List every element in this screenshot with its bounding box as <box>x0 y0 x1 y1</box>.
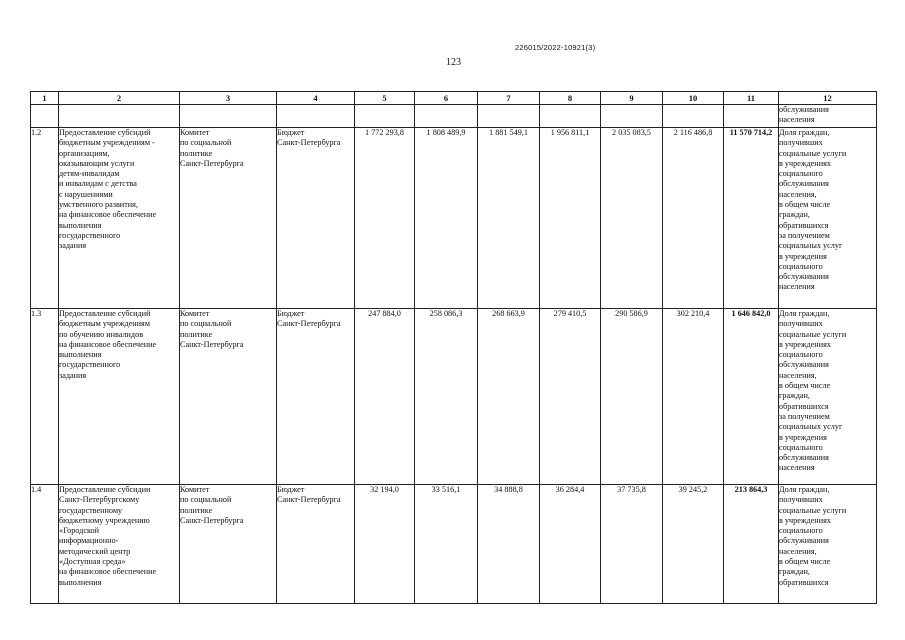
column-header: 8 <box>540 92 601 105</box>
row-source: Бюджет Санкт-Петербурга <box>277 128 341 148</box>
row-source: Бюджет Санкт-Петербурга <box>277 485 341 505</box>
column-header: 7 <box>478 92 540 105</box>
continuation-text: обслуживания населения <box>779 105 829 125</box>
column-header: 11 <box>724 92 779 105</box>
column-header: 9 <box>601 92 663 105</box>
row-committee: Комитет по социальной политике Санкт-Петербурга <box>180 128 244 168</box>
row-value: 247 884,0 <box>355 309 415 485</box>
row-total: 11 570 714,2 <box>724 128 779 309</box>
row-description: Предоставление субсидий бюджетным учреждениям по обучению инвалидов на финансовое обеспечение выполнения государственного задания <box>59 309 157 380</box>
row-value: 1 772 293,8 <box>355 128 415 309</box>
column-header: 3 <box>180 92 277 105</box>
row-total: 213 864,3 <box>724 485 779 604</box>
row-value: 39 245,2 <box>663 485 724 604</box>
row-value: 1 956 811,1 <box>540 128 601 309</box>
row-committee: Комитет по социальной политике Санкт-Петербурга <box>180 309 244 349</box>
row-indicator: Доля граждан, получивших социальные услуги в учреждениях социального обслуживания населения, в общем числе граждан, обратившихся <box>779 485 847 587</box>
row-value: 279 410,5 <box>540 309 601 485</box>
column-header: 6 <box>415 92 478 105</box>
document-stamp: 226015/2022-10921(3) <box>515 43 596 52</box>
program-table <box>30 91 877 604</box>
row-number: 1.3 <box>31 309 59 485</box>
table-row <box>31 128 877 309</box>
row-number: 1.4 <box>31 485 59 604</box>
row-value: 1 808 489,9 <box>415 128 478 309</box>
row-value: 290 586,9 <box>601 309 663 485</box>
column-header: 12 <box>779 92 877 105</box>
row-indicator: Доля граждан, получивших социальные услуги в учреждениях социального обслуживания населения, в общем числе граждан, обратившихся за получением социальных услуг в учреждения социального обслуживания населения <box>779 309 847 473</box>
header-row <box>31 92 877 105</box>
row-committee: Комитет по социальной политике Санкт-Петербурга <box>180 485 244 525</box>
column-header: 5 <box>355 92 415 105</box>
row-value: 302 210,4 <box>663 309 724 485</box>
column-header: 2 <box>59 92 180 105</box>
row-source: Бюджет Санкт-Петербурга <box>277 309 341 329</box>
row-indicator: Доля граждан, получивших социальные услуги в учреждениях социального обслуживания населения, в общем числе граждан, обратившихся за получением социальных услуг в учреждения социального обслуживания населения <box>779 128 847 292</box>
page-number: 123 <box>446 57 461 68</box>
row-value: 2 116 486,8 <box>663 128 724 309</box>
table-row <box>31 485 877 604</box>
row-value: 2 035 083,5 <box>601 128 663 309</box>
row-value: 268 663,9 <box>478 309 540 485</box>
row-value: 1 881 549,1 <box>478 128 540 309</box>
row-value: 37 735,8 <box>601 485 663 604</box>
row-total: 1 646 842,0 <box>724 309 779 485</box>
column-header: 10 <box>663 92 724 105</box>
row-description: Предоставление субсидии Санкт-Петербургскому государственному бюджетному учреждению «Городской информационно- методический центр «Доступная среда» на финансовое обеспечение выполнения <box>59 485 157 587</box>
column-header: 4 <box>277 92 355 105</box>
row-value: 32 194,0 <box>355 485 415 604</box>
column-header: 1 <box>31 92 59 105</box>
continuation-row <box>31 105 877 128</box>
row-description: Предоставление субсидий бюджетным учреждениям - организациям, оказывающим услуги детям-инвалидам и инвалидам с детства с нарушениями умственного развития, на финансовое обеспечение выполнения государственного задания <box>59 128 157 251</box>
row-value: 34 888,8 <box>478 485 540 604</box>
row-value: 36 284,4 <box>540 485 601 604</box>
row-number: 1.2 <box>31 128 59 309</box>
row-value: 33 516,1 <box>415 485 478 604</box>
row-value: 258 086,3 <box>415 309 478 485</box>
table-row <box>31 309 877 485</box>
